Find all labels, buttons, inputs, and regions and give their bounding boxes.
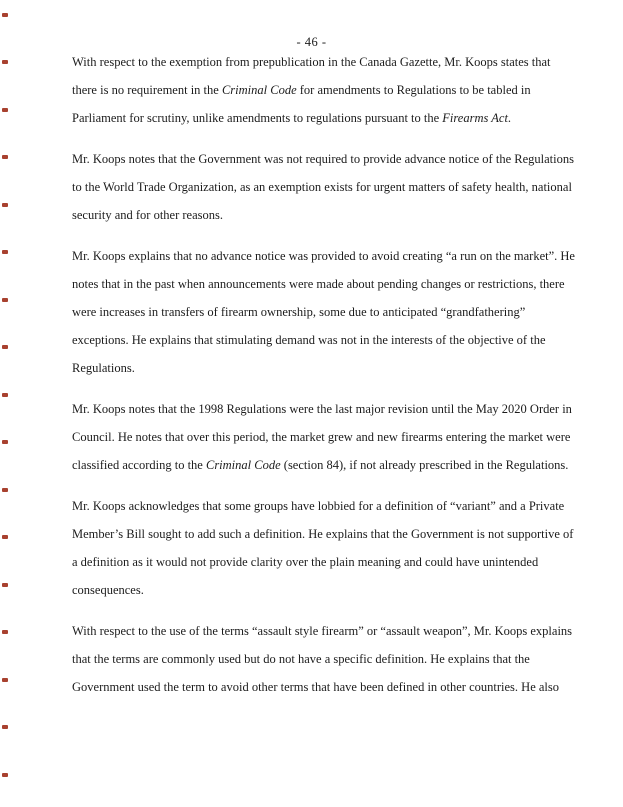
edge-mark bbox=[2, 773, 8, 777]
text-segment: that the terms are commonly used but do not have a specific definition. He explains that the bbox=[72, 652, 530, 666]
text-segment: With respect to the exemption from prepublication in the Canada Gazette, Mr. Koops states that bbox=[72, 55, 551, 69]
edge-mark bbox=[2, 630, 8, 634]
text-line bbox=[72, 173, 572, 201]
text-line bbox=[72, 673, 558, 701]
edge-mark bbox=[2, 345, 8, 349]
text-line bbox=[72, 395, 572, 423]
text-segment: With respect to the use of the terms “assault style firearm” or “assault weapon”, Mr. Koops explains bbox=[72, 624, 573, 638]
text-segment: a definition as it would not provide clarity over the plain meaning and could have unintended bbox=[72, 555, 539, 569]
edge-mark bbox=[2, 108, 8, 112]
edge-mark bbox=[2, 440, 8, 444]
paragraph bbox=[72, 242, 575, 382]
text-segment: there is no requirement in the bbox=[72, 83, 222, 97]
paragraph bbox=[72, 48, 558, 132]
text-segment: . bbox=[507, 111, 512, 125]
text-segment: Mr. Koops explains that no advance notice was provided to avoid creating “a run on the market”. He bbox=[72, 249, 575, 263]
text-line bbox=[72, 354, 558, 382]
text-line bbox=[72, 617, 573, 645]
text-segment: were increases in transfers of firearm ownership, some due to anticipated “grandfathering” bbox=[72, 305, 526, 319]
text-segment: classified according to the bbox=[72, 458, 206, 472]
text-segment: for amendments to Regulations to be tabled in bbox=[296, 83, 531, 97]
text-line bbox=[72, 492, 565, 520]
text-line bbox=[72, 548, 558, 576]
edge-mark bbox=[2, 13, 8, 17]
text-line bbox=[72, 104, 558, 132]
edge-mark bbox=[2, 393, 8, 397]
paragraph bbox=[72, 492, 574, 604]
document-body bbox=[72, 48, 575, 701]
text-segment: consequences. bbox=[72, 583, 144, 597]
text-segment: Government used the term to avoid other terms that have been defined in other countries. He also bbox=[72, 680, 559, 694]
text-segment: security and for other reasons. bbox=[72, 208, 223, 222]
edge-mark bbox=[2, 203, 8, 207]
text-segment: notes that in the past when announcements were made about pending changes or restrictions, there bbox=[72, 277, 565, 291]
italic-text-segment: Criminal Code bbox=[221, 83, 297, 97]
text-line bbox=[72, 298, 558, 326]
edge-mark bbox=[2, 250, 8, 254]
text-line bbox=[72, 423, 571, 451]
text-line bbox=[72, 576, 558, 604]
edge-mark bbox=[2, 488, 8, 492]
edge-mark bbox=[2, 678, 8, 682]
paragraph bbox=[72, 617, 573, 701]
text-segment: Member’s Bill sought to add such a definition. He explains that the Government is not supportive of bbox=[72, 527, 574, 541]
text-segment: Mr. Koops acknowledges that some groups have lobbied for a definition of “variant” and a Private bbox=[72, 499, 565, 513]
text-segment: Mr. Koops notes that the 1998 Regulations were the last major revision until the May 2020 Order in bbox=[72, 402, 572, 416]
text-segment: exceptions. He explains that stimulating demand was not in the interests of the objective of the bbox=[72, 333, 546, 347]
text-line bbox=[72, 451, 569, 479]
paragraph bbox=[72, 145, 574, 229]
text-segment: Council. He notes that over this period, the market grew and new firearms entering the market were bbox=[72, 430, 571, 444]
text-line bbox=[72, 326, 558, 354]
text-line bbox=[72, 76, 558, 104]
edge-mark bbox=[2, 155, 8, 159]
edge-mark bbox=[2, 60, 8, 64]
italic-text-segment: Criminal Code bbox=[205, 458, 281, 472]
text-segment: (section 84), if not already prescribed in the Regulations. bbox=[280, 458, 569, 472]
paragraph bbox=[72, 395, 572, 479]
edge-mark bbox=[2, 535, 8, 539]
edge-mark bbox=[2, 583, 8, 587]
text-line bbox=[72, 645, 558, 673]
text-line bbox=[72, 201, 558, 229]
italic-text-segment: Firearms Act bbox=[442, 111, 508, 125]
text-segment: Parliament for scrutiny, unlike amendments to regulations pursuant to the bbox=[72, 111, 443, 125]
text-line bbox=[72, 270, 565, 298]
text-line bbox=[72, 242, 575, 270]
page-number: - 46 - bbox=[296, 35, 327, 49]
text-line bbox=[72, 145, 574, 173]
text-segment: Regulations. bbox=[72, 361, 135, 375]
edge-mark bbox=[2, 725, 8, 729]
text-segment: to the World Trade Organization, as an exemption exists for urgent matters of safety health, national bbox=[72, 180, 572, 194]
text-segment: Mr. Koops notes that the Government was not required to provide advance notice of the Regulations bbox=[72, 152, 574, 166]
text-line bbox=[72, 48, 558, 76]
text-line bbox=[72, 520, 574, 548]
edge-mark bbox=[2, 298, 8, 302]
